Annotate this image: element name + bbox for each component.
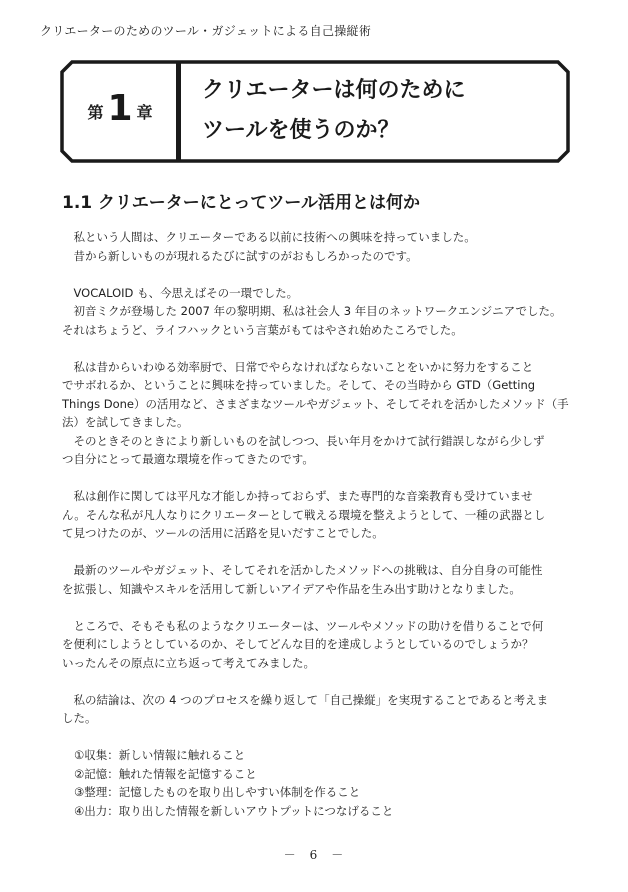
- text-line: 法）を試してきました。: [62, 415, 189, 429]
- paragraph: [62, 284, 566, 340]
- section-heading: 1.1 クリエーターにとってツール活用とは何か: [62, 193, 421, 213]
- text-line: ん。そんな私が凡人なりにクリエーターとして戦える環境を整えようとして、一種の武器とし: [62, 507, 546, 522]
- text-line: 私は創作に関しては平凡な才能しか持っておらず、また専門的な音楽教育も受けていませ: [62, 489, 533, 503]
- text-line: した。: [62, 711, 97, 725]
- chapter-title-line-2: ツールを使うのか？: [202, 118, 400, 143]
- chapter-title-box: [60, 60, 570, 163]
- text-line: でサボれるか、ということに興味を持っていました。そして、その当時から GTD（Getting: [62, 378, 536, 392]
- process-list: [62, 746, 566, 820]
- text-line: を便利にしようとしているのか、そしてどんな目的を達成しようとしているのでしょうか？: [62, 637, 534, 651]
- text-line: いったんその原点に立ち返って考えてみました。: [62, 655, 315, 670]
- chapter-suffix: 章: [136, 103, 153, 122]
- list-item: ①収集：新しい情報に触れること: [74, 748, 246, 762]
- paragraph: [62, 228, 566, 265]
- text-line: つ自分にとって最適な環境を作ってきたのです。: [62, 452, 314, 466]
- text-line: 私という人間は、クリエーターである以前に技術への興味を持っていました。: [62, 230, 476, 244]
- text-line: VOCALOID も、今思えばその一環でした。: [62, 285, 299, 300]
- chapter-title: [202, 71, 466, 151]
- text-line: 最新のツールやガジェット、そしてそれを活かしたメソッドへの挑戦は、自分自身の可能性: [62, 563, 543, 577]
- page-number: － 6 －: [283, 848, 345, 862]
- list-item: ②記憶：触れた情報を記憶すること: [74, 766, 257, 781]
- text-line: 昔から新しいものが現れるたびに試すのがおもしろかったのです。: [62, 248, 418, 263]
- chapter-prefix: 第: [87, 103, 104, 122]
- chapter-title-line-1: クリエーターは何のために: [202, 78, 466, 103]
- chapter-number-label: [60, 60, 180, 163]
- chapter-number: 1: [107, 87, 133, 129]
- paragraph: [62, 691, 566, 728]
- text-line: 私は昔からいわゆる効率厨で、日常でやらなければならないことをいかに努力をすること: [62, 359, 534, 374]
- paragraph: [62, 487, 566, 543]
- paragraph: [62, 617, 566, 673]
- paragraph: [62, 561, 566, 598]
- paragraph: [62, 358, 569, 469]
- text-line: そのときそのときにより新しいものを試しつつ、長い年月をかけて試行錯誤しながら少しず: [62, 433, 545, 448]
- text-line: て見つけたのが、ツールの活用に活路を見いだすことでした。: [62, 526, 384, 540]
- text-line: を拡張し、知識やスキルを活用して新しいアイデアや作品を生み出す助けとなりました。: [62, 581, 521, 596]
- text-line: 私の結論は、次の 4 つのプロセスを繰り返して「自己操縦」を実現することであると考えま: [62, 692, 549, 707]
- text-line: 初音ミクが登場した 2007 年の黎明期、私は社会人 3 年目のネットワークエンジニアでした。: [62, 304, 562, 318]
- running-header: クリエーターのためのツール・ガジェットによる自己操縦術: [40, 24, 372, 38]
- list-item: ④出力：取り出した情報を新しいアウトプットにつなげること: [74, 803, 394, 818]
- text-line: Things Done）の活用など、さまざまなツールやガジェット、そしてそれを活かしたメソッド（手: [62, 396, 569, 411]
- list-item: ③整理：記憶したものを取り出しやすい体制を作ること: [74, 785, 361, 799]
- body-text: [62, 228, 569, 820]
- text-line: ところで、そもそも私のようなクリエーターは、ツールやメソッドの助けを借りることで何: [62, 618, 544, 633]
- text-line: それはちょうど、ライフハックという言葉がもてはやされ始めたころでした。: [62, 322, 463, 337]
